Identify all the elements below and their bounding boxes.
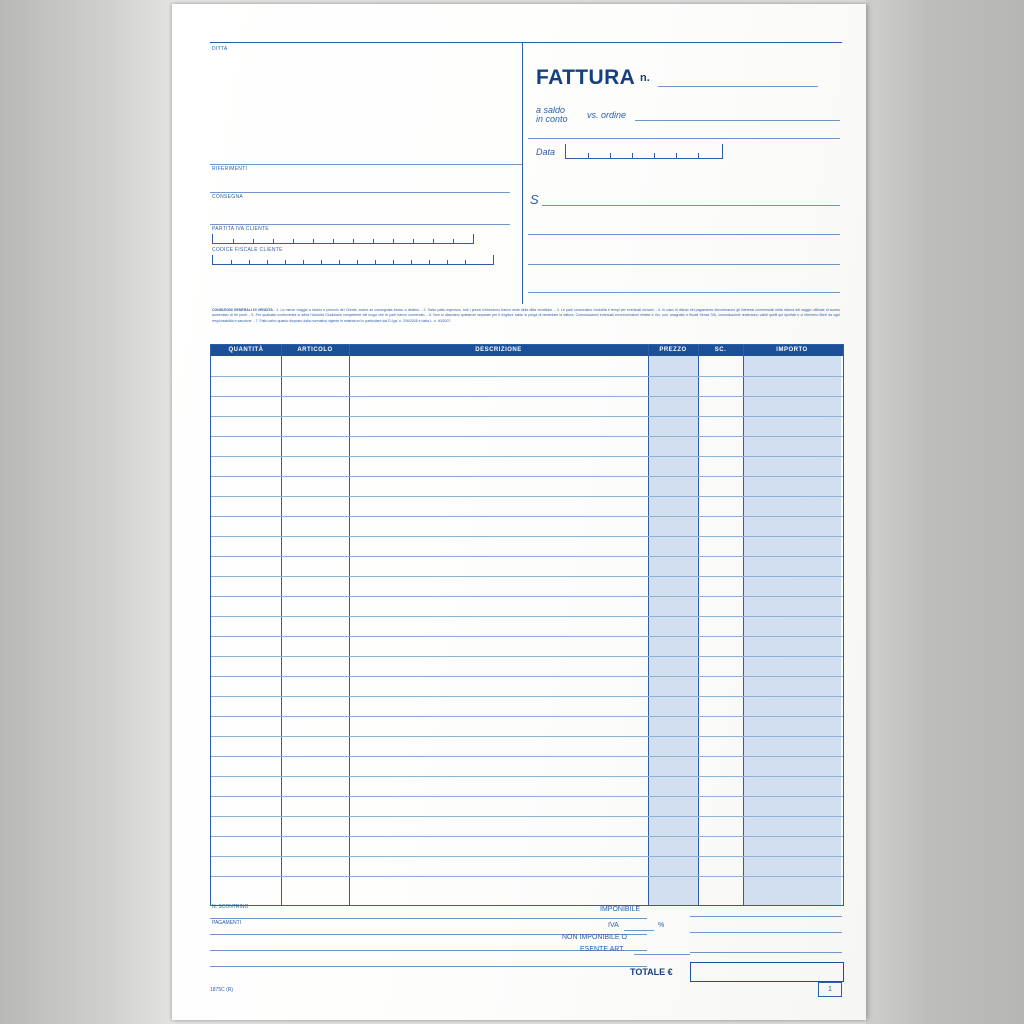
table-row[interactable] bbox=[211, 676, 843, 677]
column-header-quantita: QUANTITÀ bbox=[228, 347, 264, 353]
codice-fiscale-label: CODICE FISCALE CLIENTE bbox=[212, 247, 283, 253]
codice-fiscale-comb-field[interactable] bbox=[212, 255, 494, 265]
table-row[interactable] bbox=[211, 836, 843, 837]
table-row[interactable] bbox=[211, 456, 843, 457]
partita-iva-label: PARTITA IVA CLIENTE bbox=[212, 226, 270, 232]
table-row[interactable] bbox=[211, 496, 843, 497]
ditta-field-rule bbox=[210, 164, 522, 165]
table-row[interactable] bbox=[211, 516, 843, 517]
pagamenti-label: PAGAMENTI bbox=[212, 920, 242, 926]
ditta-label: DITTA bbox=[212, 46, 228, 52]
spettabile-label: S bbox=[530, 192, 539, 207]
percent-label: % bbox=[658, 922, 665, 929]
addressee-rule-4[interactable] bbox=[528, 292, 840, 293]
imponibile-label: IMPONIBILE bbox=[600, 906, 641, 913]
table-col-rule-5 bbox=[743, 345, 744, 905]
desk-surface-left bbox=[0, 0, 172, 1024]
table-row[interactable] bbox=[211, 596, 843, 597]
table-row[interactable] bbox=[211, 556, 843, 557]
table-col-rule-3 bbox=[648, 345, 649, 905]
riferimenti-field-rule bbox=[210, 192, 510, 193]
table-row[interactable] bbox=[211, 796, 843, 797]
table-row[interactable] bbox=[211, 776, 843, 777]
table-row[interactable] bbox=[211, 576, 843, 577]
table-row[interactable] bbox=[211, 736, 843, 737]
table-row[interactable] bbox=[211, 616, 843, 617]
esente-amount-rule[interactable] bbox=[690, 952, 842, 953]
totale-value-box[interactable] bbox=[690, 962, 844, 982]
totals-block bbox=[210, 904, 842, 982]
table-row[interactable] bbox=[211, 716, 843, 717]
iva-rate-rule[interactable] bbox=[624, 930, 654, 931]
table-row[interactable] bbox=[211, 816, 843, 817]
table-row[interactable] bbox=[211, 396, 843, 397]
table-col-rule-2 bbox=[349, 345, 350, 905]
invoice-paper-sheet bbox=[172, 4, 866, 1020]
vs-ordine-rule[interactable] bbox=[635, 120, 840, 121]
partita-iva-comb-field[interactable] bbox=[212, 234, 474, 244]
scontrino-rule[interactable] bbox=[210, 918, 647, 919]
prezzo-shade bbox=[648, 356, 698, 905]
date-comb-field[interactable] bbox=[565, 144, 723, 159]
page-title: FATTURA bbox=[536, 66, 636, 89]
consegna-label: CONSEGNA bbox=[212, 194, 244, 200]
table-col-rule-1 bbox=[281, 345, 282, 905]
desk-surface-right bbox=[866, 0, 1024, 1024]
table-row[interactable] bbox=[211, 756, 843, 757]
data-label: Data bbox=[536, 147, 556, 157]
scontrino-label: N. SCONTRINO bbox=[212, 904, 249, 910]
iva-label: IVA bbox=[608, 922, 619, 929]
line-items-table bbox=[210, 344, 844, 906]
iva-amount-rule[interactable] bbox=[690, 932, 842, 933]
table-row[interactable] bbox=[211, 476, 843, 477]
table-header-bar bbox=[211, 345, 843, 356]
header-block bbox=[210, 42, 842, 304]
table-col-rule-4 bbox=[698, 345, 699, 905]
invoice-form bbox=[210, 42, 842, 993]
table-row[interactable] bbox=[211, 656, 843, 657]
totale-label: TOTALE € bbox=[630, 967, 673, 977]
addressee-rule-2[interactable] bbox=[528, 234, 840, 235]
column-header-prezzo: PREZZO bbox=[659, 347, 687, 353]
saldo-block-rule bbox=[528, 138, 840, 139]
form-code: 1875C (R) bbox=[210, 987, 234, 993]
importo-shade bbox=[743, 356, 841, 905]
table-row[interactable] bbox=[211, 856, 843, 857]
table-row[interactable] bbox=[211, 416, 843, 417]
table-row[interactable] bbox=[211, 436, 843, 437]
vs-ordine-label: vs. ordine bbox=[587, 110, 627, 120]
consegna-field-rule bbox=[210, 224, 510, 225]
table-row[interactable] bbox=[211, 636, 843, 637]
general-conditions-text bbox=[212, 308, 840, 324]
table-row[interactable] bbox=[211, 696, 843, 697]
table-row[interactable] bbox=[211, 376, 843, 377]
riferimenti-label: RIFERIMENTI bbox=[212, 166, 248, 172]
column-header-importo: IMPORTO bbox=[776, 347, 808, 353]
column-header-articolo: ARTICOLO bbox=[297, 347, 333, 353]
invoice-number-label: n. bbox=[640, 72, 650, 84]
invoice-number-rule[interactable] bbox=[658, 86, 818, 87]
table-row[interactable] bbox=[211, 876, 843, 877]
general-conditions-heading: CONDIZIONI GENERALI DI VENDITA bbox=[212, 308, 273, 312]
addressee-rule-3[interactable] bbox=[528, 264, 840, 265]
page-number-badge: 1 bbox=[818, 982, 842, 997]
in-conto-label: in conto bbox=[536, 114, 568, 124]
a-saldo-label: a saldo bbox=[536, 105, 566, 115]
esente-art-label: ESENTE ART. bbox=[580, 946, 625, 953]
column-header-descrizione: DESCRIZIONE bbox=[475, 347, 522, 353]
pagamenti-rule-3[interactable] bbox=[210, 966, 647, 967]
header-vertical-divider bbox=[522, 42, 523, 304]
table-row[interactable] bbox=[211, 536, 843, 537]
imponibile-rule[interactable] bbox=[690, 916, 842, 917]
header-top-rule bbox=[210, 42, 842, 43]
general-conditions-body: - 1. La merce viaggia a rischio e pericolo del Cliente, anche se consegnata franco a destino. - 2. Salvo patto espresso, tutti i prezzi s'intendono franco sede della ditta venditrice. - 3. Le parti concordano modalità e tempi per eventuali reclami. - 4. In caso di ritardo nel pagamento decorreranno gli interessi commerciali nella misura del saggio ufficiale di sconto aumentato di tre punti. - 5. Per qualsiasi controversia si adirà l'Autorità Giudiziaria competente del luogo che le parti hanno convenuto. - 6. Non si rilasciano quietanze separate per il migliore saldo si prega di rimandare la fattura. Comunicazioni eventuali errori/omissioni relativi a Voi, cod. anagrafici e fiscali Senza IVA, comunicazioni resteranno validi quelli qui riportati e ci riterremo liberi da ogni responsabilità e sanzione. - 7. Fatto salvo quanto disposto dalla normativa vigente in materia ed in particolare dal D.Lgs. n. 206/2005 e dalla L. n. 40/2007. bbox=[212, 308, 841, 323]
esente-art-rule[interactable] bbox=[634, 954, 690, 955]
non-imponibile-label: NON IMPONIBILE O bbox=[562, 934, 627, 941]
addressee-rule-1[interactable] bbox=[542, 205, 840, 206]
column-header-sc: SC. bbox=[714, 347, 727, 353]
